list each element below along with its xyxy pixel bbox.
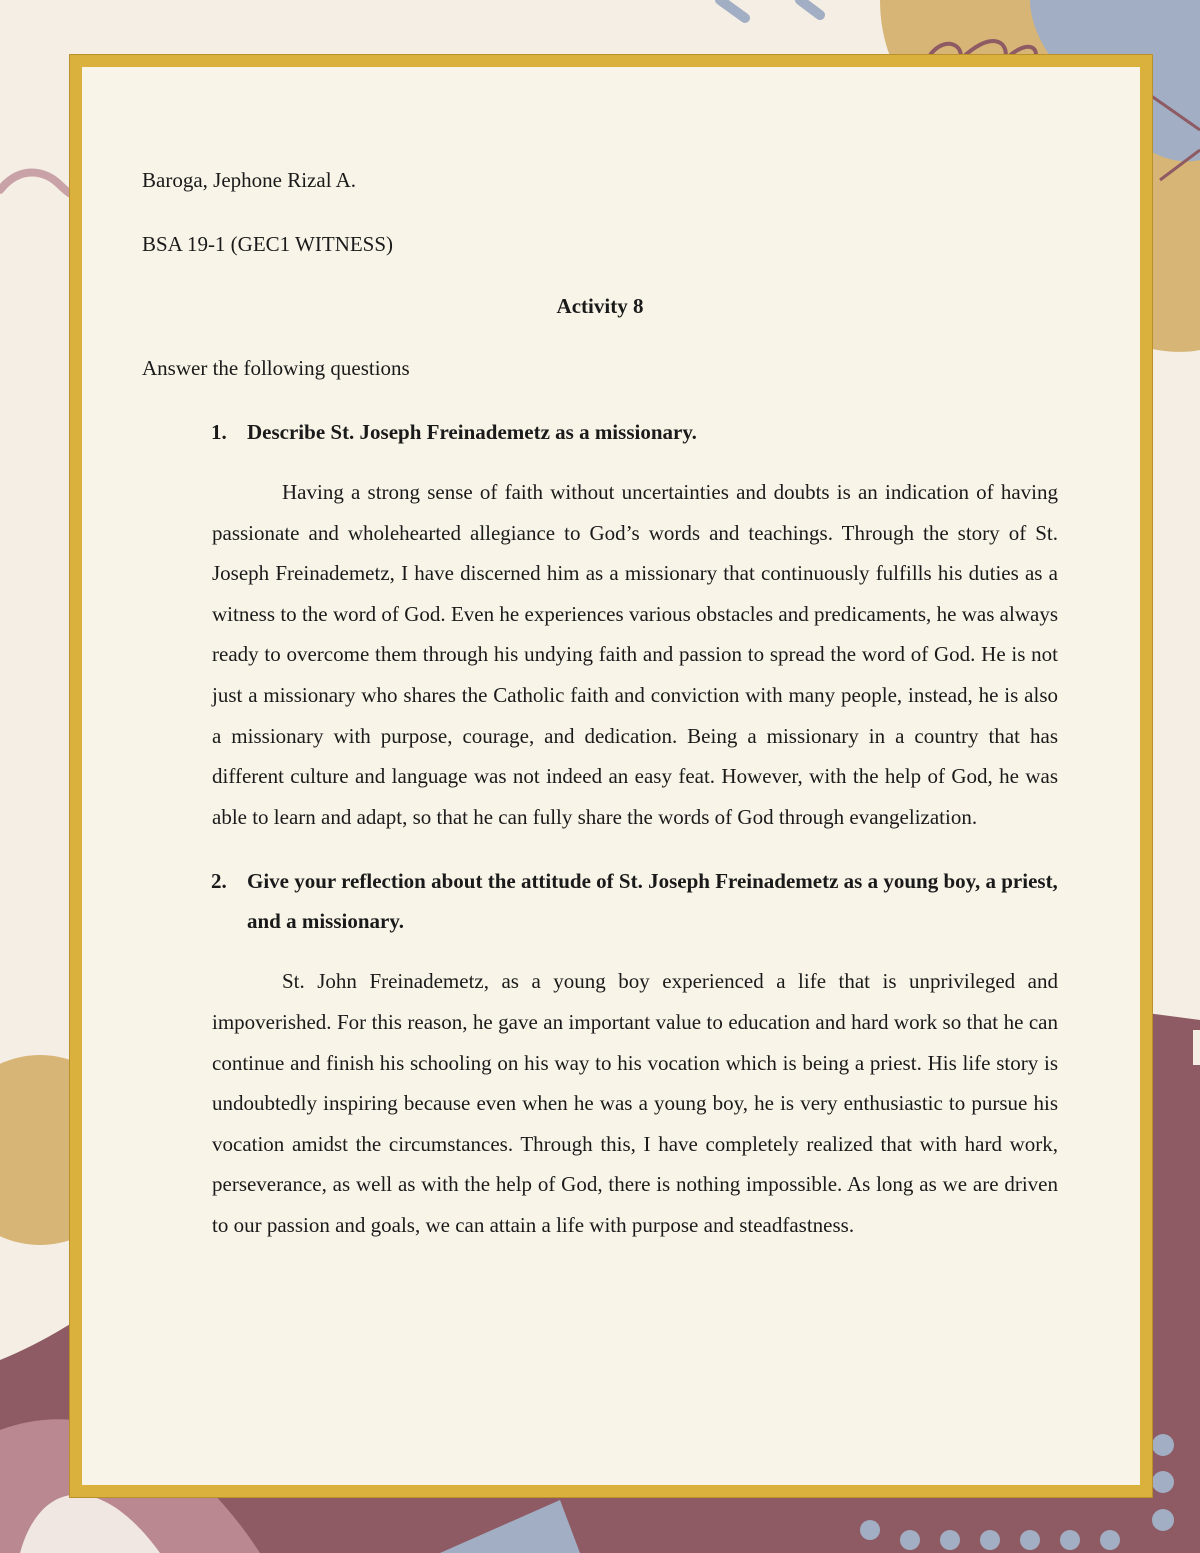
answer-1: Having a strong sense of faith without uncertainties and doubts is an indication of having passionate and wholehearted allegiance to God’s words and teachings. Through the story of St. Joseph Freinademetz, I have discerned him as a missionary that continuously fulfills his duties as a witness to the word of God. Even he experiences various obstacles and predicaments, he was always ready to overcome them through his undying faith and passion to spread the word of God. He is not just a missionary who shares the Catholic faith and conviction with many people, instead, he is also a missionary with purpose, courage, and dedication. Being a missionary in a country that has different culture and language was not indeed an easy feat. However, with the help of God, he was able to learn and adapt, so that he can fully share the words of God through evangelization. xyxy=(212,480,1058,829)
question-1 xyxy=(142,412,1058,452)
question-2 xyxy=(142,861,1058,941)
answer-2: St. John Freinademetz, as a young boy experienced a life that is unprivileged and impoverished. For this reason, he gave an important value to education and hard work so that he can continue and finish his schooling on his way to his vocation which is being a priest. His life story is undoubtedly inspiring because even when he was a young boy, he is very enthusiastic to pursue his vocation amidst the circumstances. Through this, I have completely realized that with hard work, perseverance, as well as with the help of God, there is nothing impossible. As long as we are driven to our passion and goals, we can attain a life with purpose and steadfastness. xyxy=(212,969,1058,1237)
question-2-text: Give your reflection about the attitude of St. Joseph Freinademetz as a young boy, a priest, and a missionary. xyxy=(247,869,1058,934)
question-1-number: 1. xyxy=(211,420,227,444)
document-content xyxy=(142,160,1058,1246)
instruction-text: Answer the following questions xyxy=(142,356,410,380)
activity-title: Activity 8 xyxy=(556,294,644,318)
course-section: BSA 19-1 (GEC1 WITNESS) xyxy=(142,232,394,256)
question-1-text: Describe St. Joseph Freinademetz as a missionary. xyxy=(247,420,697,444)
student-name: Baroga, Jephone Rizal A. xyxy=(142,168,357,192)
question-2-number: 2. xyxy=(211,869,227,894)
